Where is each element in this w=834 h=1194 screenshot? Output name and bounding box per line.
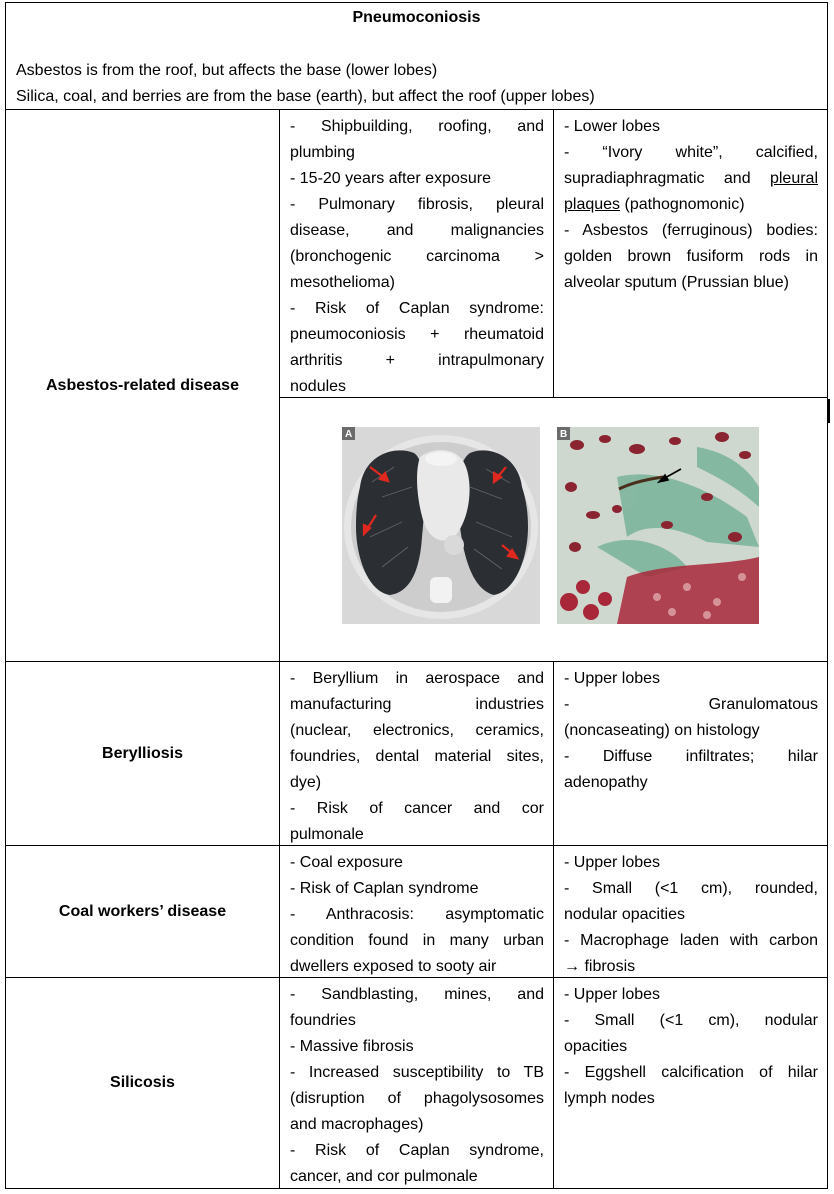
cell-line: - Granulomatous [564,696,818,713]
ct-sternum [425,452,457,466]
table-row-coal-workers [6,846,827,978]
cell-line: pneumoconiosis + rheumatoid [290,326,544,343]
cell-line: (bronchogenic carcinoma > [290,248,544,265]
cell-line: → fibrosis [564,958,636,975]
cell-line: nodular opacities [564,906,685,923]
cell-line: (disruption of phagolysosomes [290,1090,544,1107]
cell-line: - Lower lobes [564,118,661,135]
cell-line: - Upper lobes [564,670,661,687]
page-title: Pneumoconiosis [352,9,481,26]
cell-line: - Risk of cancer and cor [290,800,544,817]
cell-line: - Sandblasting, mines, and [290,986,544,1003]
column-divider [553,846,554,977]
exposure-cell [290,114,544,400]
figure-label-a: A [345,429,353,440]
cell-line: - Anthracosis: asymptomatic [290,906,544,923]
cell-line: - Coal exposure [290,854,403,871]
disease-name: Asbestos-related disease [6,110,280,661]
underlined-term: plaques [564,196,621,213]
cell-line: disease, and malignancies [290,222,544,239]
findings-cell [564,666,818,796]
cell-line: - Shipbuilding, roofing, and [290,118,544,135]
cell-line: - Small (<1 cm), nodular [564,1012,818,1029]
table-row-silicosis [6,978,827,1188]
table-row-berylliosis [6,662,827,846]
exposure-cell [290,666,544,848]
cell-line: - Upper lobes [564,986,661,1003]
exposure-cell [290,850,544,980]
findings-cell [564,982,818,1112]
ct-right-lung [356,450,424,595]
underlined-term: pleural [769,170,818,187]
cell-line: (nuclear, electronics, ceramics, [290,722,544,739]
cell-line: - Risk of Caplan syndrome [290,880,479,897]
intro-text [16,58,595,110]
findings-cell [564,114,818,296]
cell-line: - Eggshell calcification of hilar [564,1064,818,1081]
cell-line [564,192,818,218]
cell-line: - Pulmonary fibrosis, pleural [290,196,544,213]
cell-line: foundries [290,1012,356,1029]
disease-name: Berylliosis [6,662,280,845]
cell-line: condition found in many urban [290,932,544,949]
cell-line: - Small (<1 cm), rounded, [564,880,818,897]
cell-line: plumbing [290,144,355,161]
findings-cell [564,850,818,980]
text-run: (pathognomonic) [620,196,745,213]
cell-line: - Risk of Caplan syndrome: [290,300,544,317]
intro-line: Silica, coal, and berries are from the base (earth), but affect the roof (upper lobes) [16,88,595,105]
cell-line: cancer, and cor pulmonale [290,1168,478,1185]
cell-divider [279,397,827,398]
histology-image [557,427,759,624]
cell-line: nodules [290,378,347,395]
cell-line: foundries, dental material sites, [290,748,544,765]
cell-line: alveolar sputum (Prussian blue) [564,274,789,291]
cell-line: manufacturing industries [290,696,544,713]
cell-line: lymph nodes [564,1090,655,1107]
text-cursor [828,399,830,423]
column-divider [553,662,554,845]
cell-line: - Risk of Caplan syndrome, [290,1142,544,1159]
cell-line: pulmonale [290,826,364,843]
cell-line: - “Ivory white”, calcified, [564,144,818,161]
table-header [6,3,827,110]
cell-line: opacities [564,1038,628,1055]
cell-line: - Macrophage laden with carbon [564,932,818,949]
intro-line: Asbestos is from the roof, but affects the base (lower lobes) [16,62,438,79]
cell-line: dwellers exposed to sooty air [290,958,497,975]
column-divider [553,978,554,1188]
cell-line: arthritis + intrapulmonary [290,352,544,369]
cell-line: - Upper lobes [564,854,661,871]
cell-line: and macrophages) [290,1116,424,1133]
cell-line: - Massive fibrosis [290,1038,414,1055]
cell-line: dye) [290,774,322,791]
cell-line: - Asbestos (ferruginous) bodies: [564,222,818,239]
cell-line: - Beryllium in aerospace and [290,670,544,687]
text-run: supradiaphragmatic and [564,170,770,187]
ct-spine [430,577,452,603]
ct-scan-image [342,427,540,624]
cell-line: - Increased susceptibility to TB [290,1064,544,1081]
figure-label-b: B [560,429,568,440]
cell-line: golden brown fusiform rods in [564,248,818,265]
cell-line [564,166,818,192]
cell-line: (noncaseating) on histology [564,722,760,739]
cell-line: - 15-20 years after exposure [290,170,491,187]
disease-name: Coal workers’ disease [6,846,280,977]
ct-aorta [444,535,464,555]
cell-line: - Diffuse infiltrates; hilar [564,748,818,765]
cell-line: mesothelioma) [290,274,395,291]
disease-name: Silicosis [6,978,280,1188]
column-divider [553,110,554,397]
exposure-cell [290,982,544,1190]
cell-line: adenopathy [564,774,648,791]
